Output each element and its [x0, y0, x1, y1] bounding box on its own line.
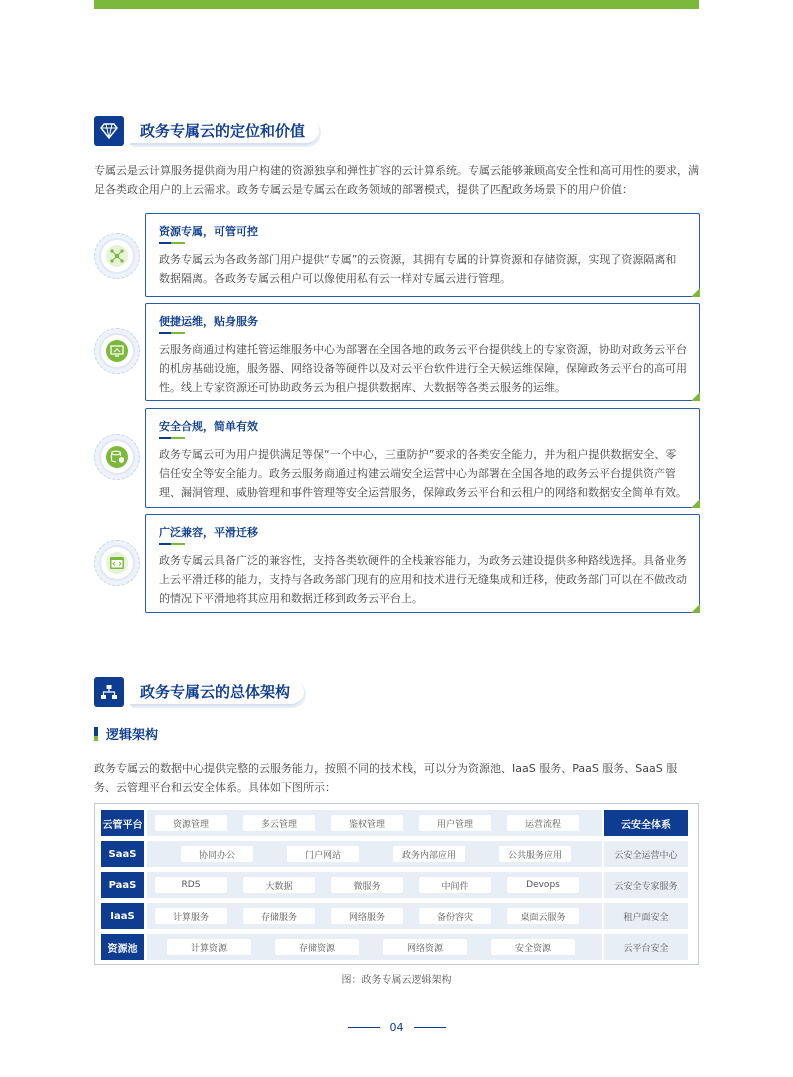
monitor-icon: [106, 340, 128, 362]
arch-item: 协同办公: [181, 846, 253, 862]
value-card: [145, 514, 700, 613]
architecture-diagram: [94, 803, 699, 965]
diamond-icon: [94, 116, 124, 146]
security-item: 云安全专家服务: [604, 872, 688, 898]
arch-item: 政务内部应用: [393, 846, 465, 862]
arch-item: 存储服务: [243, 908, 315, 924]
arch-item: 网络服务: [331, 908, 403, 924]
security-column-header: 云安全体系: [604, 810, 688, 836]
arch-item: 门户网站: [287, 846, 359, 862]
card-divider: [159, 332, 185, 334]
card-title: 便捷运维，贴身服务: [159, 315, 258, 328]
row-label: 云管平台: [101, 810, 144, 836]
card-divider: [159, 437, 185, 439]
value-card: [145, 303, 700, 401]
database-shield-icon: [106, 446, 128, 468]
subsection-marker: [94, 727, 98, 741]
card-text: 云服务商通过构建托管运维服务中心为部署在全国各地的政务云平台提供线上的专家资源，协助对政务云平台的机房基础设施，服务器、网络设备等硬件以及对云平台软件进行全天候运维保障，保障政务云平台的高可用性。线上专家资源还可协助政务云为租户提供数据库、大数据等各类云服务的运维。: [159, 343, 687, 394]
row-label: PaaS: [101, 872, 144, 898]
subsection-header: [94, 724, 158, 743]
arch-item: 资源管理: [155, 815, 227, 831]
arch-item: 中间件: [419, 877, 491, 893]
row-label: SaaS: [101, 841, 144, 867]
code-window-icon: [106, 552, 128, 574]
arch-item: 微服务: [331, 877, 403, 893]
security-item: 云安全运营中心: [604, 841, 688, 867]
card-text: 政务专属云具备广泛的兼容性，支持各类软硬件的全栈兼容能力，为政务云建设提供多种路线选择。具备业务上云平滑迁移的能力，支持与各政务部门现有的应用和技术进行无缝集成和迁移，使政务部门可以在不做改动的情况下平滑地将其应用和数据迁移到政务云平台上。: [159, 554, 687, 605]
section-title: 政务专属云的定位和价值: [130, 117, 319, 145]
arch-item: 多云管理: [243, 815, 315, 831]
arch-item: 存储资源: [275, 939, 359, 955]
arch-item: RDS: [155, 877, 227, 893]
subsection-title: 逻辑架构: [106, 728, 159, 743]
section-title: 政务专属云的总体架构: [130, 678, 304, 706]
arch-item: 运营流程: [507, 815, 579, 831]
security-item: 租户面安全: [604, 903, 688, 929]
row-body: [147, 872, 602, 898]
card-title: 安全合规，简单有效: [159, 420, 258, 433]
row-label: 资源池: [101, 934, 144, 960]
figure-caption: 图：政务专属云逻辑架构: [341, 975, 452, 986]
arch-item: 网络资源: [383, 939, 467, 955]
row-body: [147, 903, 602, 929]
section-intro: 专属云是云计算服务提供商为用户构建的资源独享和弹性扩容的云计算系统。专属云能够兼顾高安全性和高可用性的要求，满足各类政企用户的上云需求。政务专属云是专属云在政务领域的部署模式，提供了匹配政务场景下的用户价值：: [94, 164, 699, 196]
top-accent-bar: [94, 0, 699, 9]
card-icon-circle: [94, 540, 140, 586]
security-item: 云平台安全: [604, 934, 688, 960]
arch-item: 鉴权管理: [331, 815, 403, 831]
arch-item: 计算服务: [155, 908, 227, 924]
section-header-positioning: [94, 115, 319, 147]
row-body: [147, 934, 602, 960]
card-icon-circle: [94, 233, 140, 279]
card-icon-circle: [94, 434, 140, 480]
arch-item: Devops: [507, 877, 579, 893]
card-text: 政务专属云可为用户提供满足等保“一个中心，三重防护”要求的各类安全能力，并为租户提供数据安全、零信任安全等安全能力。政务云服务商通过构建云端安全运营中心为部署在全国各地的政务云平台提供资产管理、漏洞管理、威胁管理和事件管理等安全运营服务，保障政务云平台和云租户的网络和数据安全简单有效。: [159, 448, 687, 499]
row-label: IaaS: [101, 903, 144, 929]
arch-item: 桌面云服务: [507, 908, 579, 924]
page-number: [0, 1021, 793, 1034]
card-text: 政务专属云为各政务部门用户提供“专属”的云资源，其拥有专属的计算资源和存储资源，实现了资源隔离和数据隔离。各政务专属云租户可以像使用私有云一样对专属云进行管理。: [159, 253, 677, 285]
card-divider: [159, 242, 185, 244]
page-number-text: 04: [389, 1021, 404, 1034]
arch-item: 安全资源: [491, 939, 575, 955]
architecture-intro: 政务专属云的数据中心提供完整的云服务能力，按照不同的技术栈，可以分为资源池、IaaS 服务、PaaS 服务、SaaS 服务、云管理平台和云安全体系。具体如下图所示：: [94, 762, 678, 794]
card-icon-circle: [94, 328, 140, 374]
card-title: 广泛兼容，平滑迁移: [159, 526, 258, 539]
value-card: [145, 213, 700, 297]
network-icon: [106, 245, 128, 267]
arch-item: 公共服务应用: [499, 846, 571, 862]
arch-item: 用户管理: [419, 815, 491, 831]
card-divider: [159, 543, 185, 545]
arch-item: 计算资源: [167, 939, 251, 955]
section-header-architecture: [94, 676, 304, 708]
row-body: [147, 810, 602, 836]
card-title: 资源专属，可管可控: [159, 225, 258, 238]
arch-item: 大数据: [243, 877, 315, 893]
value-card: [145, 408, 700, 508]
arch-item: 备份容灾: [419, 908, 491, 924]
row-body: [147, 841, 602, 867]
hierarchy-icon: [94, 677, 124, 707]
